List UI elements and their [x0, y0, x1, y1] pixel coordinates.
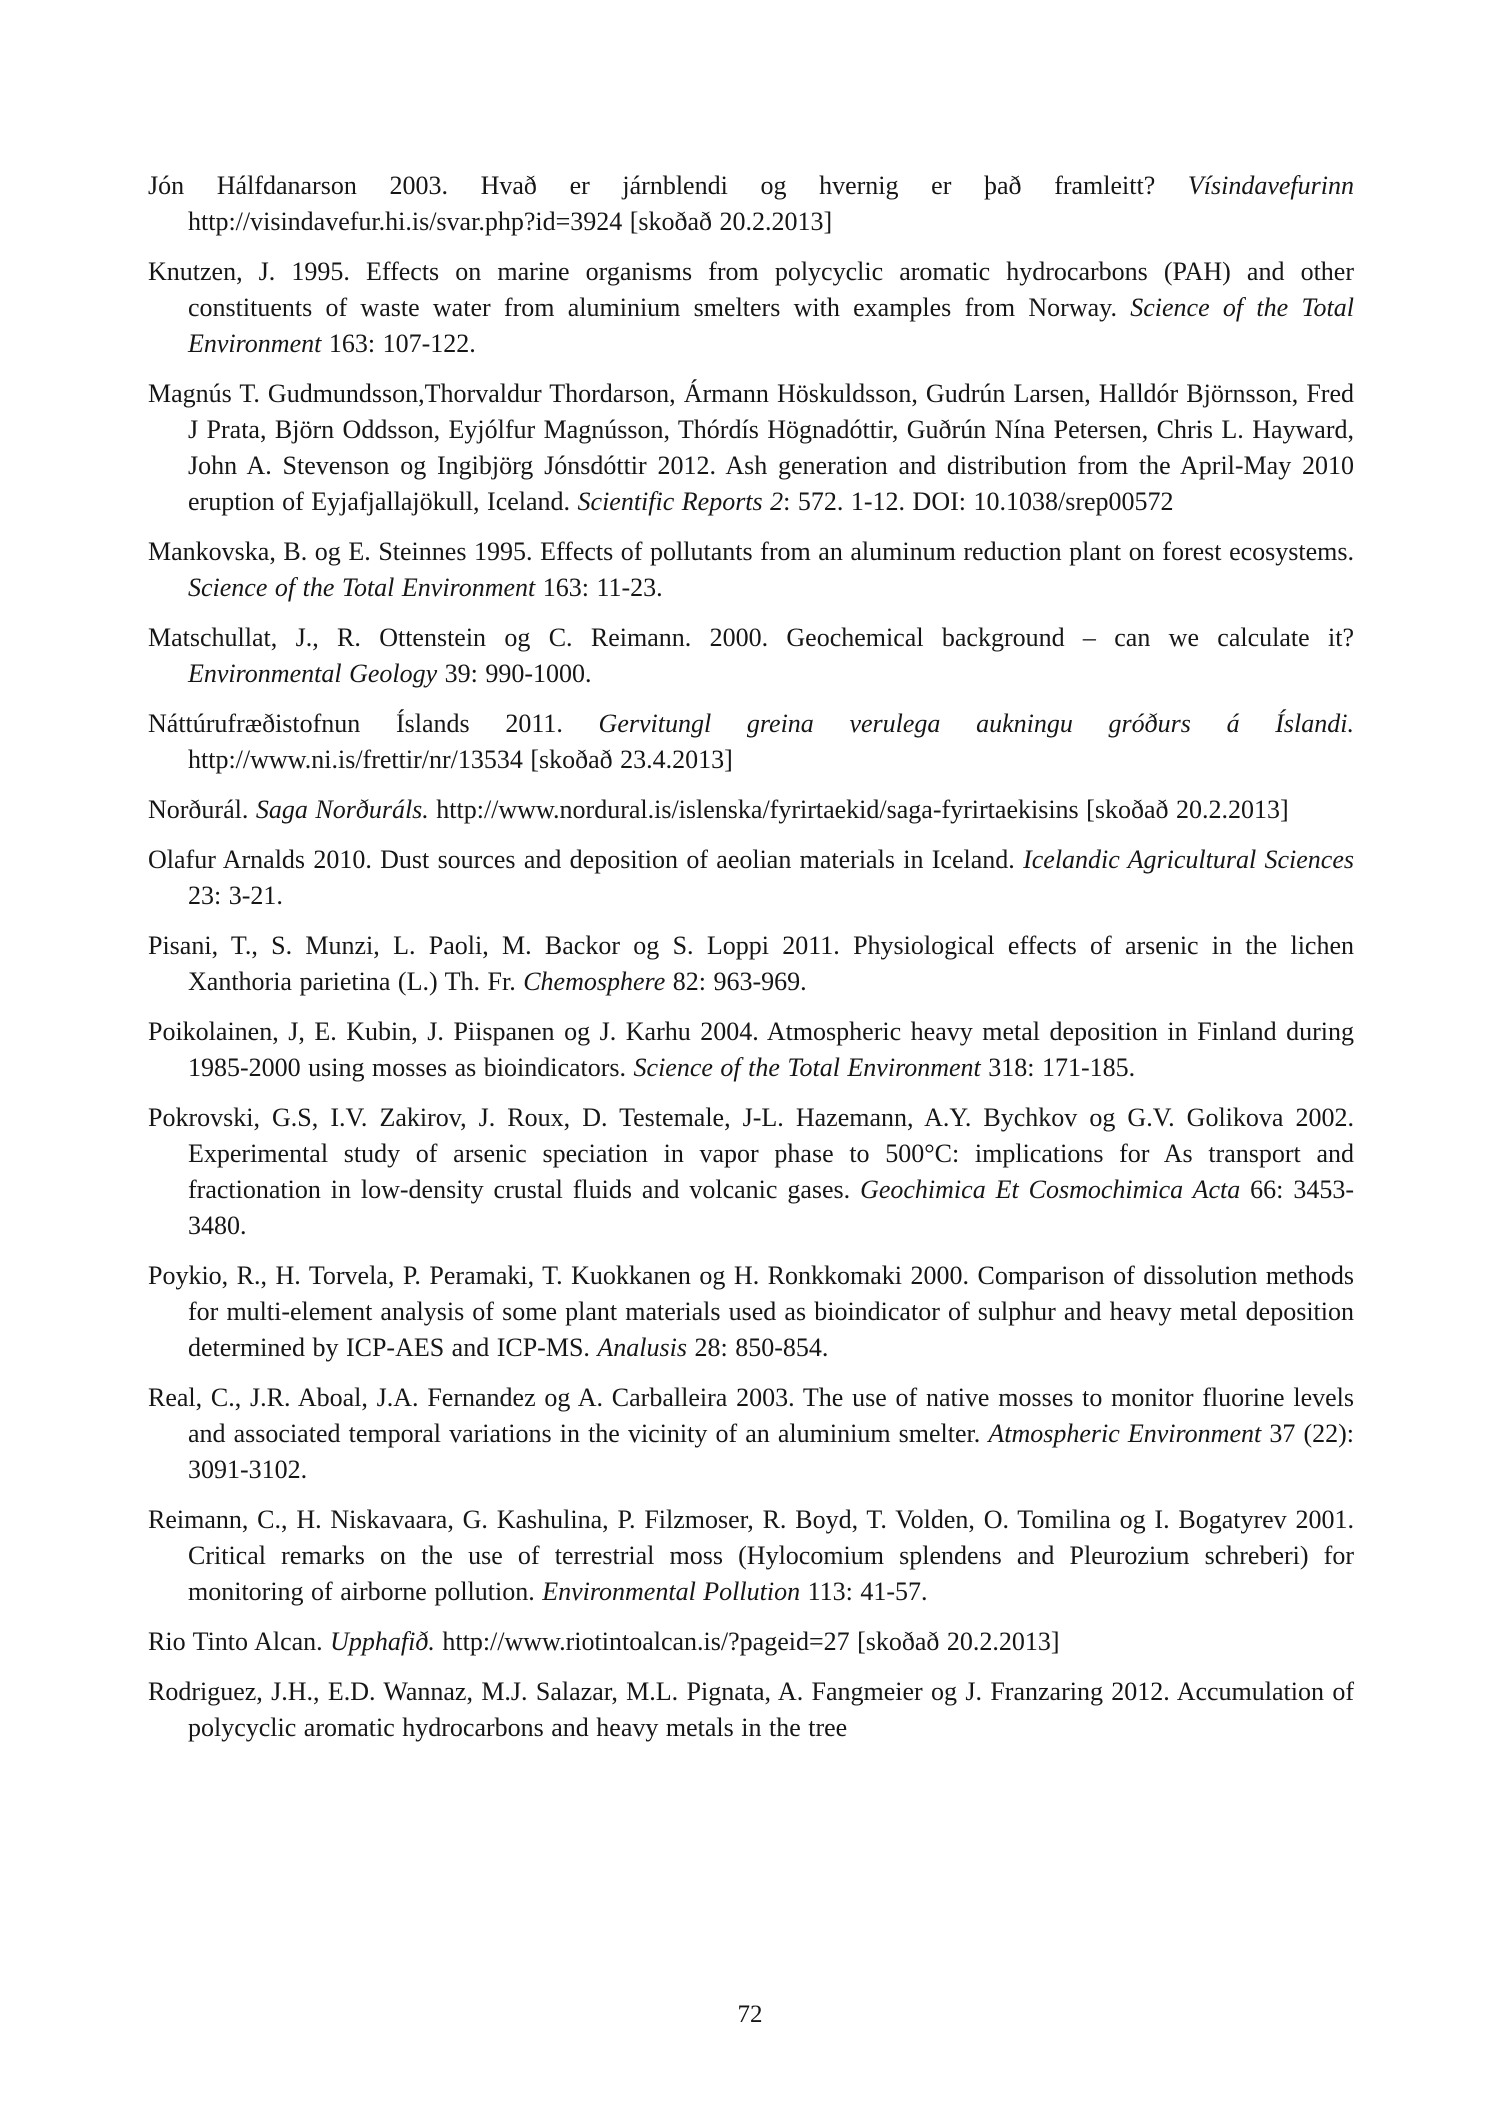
reference-italic-text: Environmental Pollution — [542, 1577, 801, 1606]
reference-text: 318: 171-185. — [980, 1053, 1136, 1082]
reference-text: 39: 990-1000. — [437, 659, 592, 688]
reference-text: Reimann, C., H. Niskavaara, G. Kashulina, P. Filzmoser, R. Boyd, T. Volden, O. Tomilina og I. Bogatyrev 2001. Critical remarks on the use of terrestrial moss (Hylocomium splendens and Pleurozium schreberi) for monitoring of airborne pollution. — [148, 1505, 1354, 1606]
reference-text: http://www.ni.is/frettir/nr/13534 [skoðað 23.4.2013] — [188, 745, 733, 774]
reference-text: Matschullat, J., R. Ottenstein og C. Reimann. 2000. Geochemical background – can we calculate it? — [148, 623, 1354, 652]
reference-entry — [148, 1014, 1354, 1086]
reference-entry — [148, 534, 1354, 606]
reference-entry — [148, 620, 1354, 692]
reference-italic-text: Saga Norðuráls. — [255, 795, 429, 824]
reference-text: 37 (22): 3091-3102. — [188, 1419, 1354, 1484]
reference-entry — [148, 928, 1354, 1000]
reference-italic-text: Vísindavefurinn — [1187, 171, 1354, 200]
reference-entry — [148, 1100, 1354, 1244]
reference-italic-text: Upphafið. — [330, 1627, 435, 1656]
reference-entry — [148, 1502, 1354, 1610]
reference-text: Olafur Arnalds 2010. Dust sources and deposition of aeolian materials in Iceland. — [148, 845, 1024, 874]
reference-text: Poikolainen, J, E. Kubin, J. Piispanen og J. Karhu 2004. Atmospheric heavy metal deposition in Finland during 1985-2000 using mosses as bioindicators. — [148, 1017, 1354, 1082]
reference-text: http://www.riotintoalcan.is/?pageid=27 [skoðað 20.2.2013] — [434, 1627, 1060, 1656]
reference-text: 23: 3-21. — [188, 881, 283, 910]
reference-italic-text: Science of the Total Environment — [188, 293, 1354, 358]
reference-entry — [148, 842, 1354, 914]
reference-text: Rio Tinto Alcan. — [148, 1627, 331, 1656]
reference-italic-text: Icelandic Agricultural Sciences — [1023, 845, 1354, 874]
reference-entry — [148, 1380, 1354, 1488]
reference-italic-text: Science of the Total Environment — [633, 1053, 981, 1082]
reference-text: Poykio, R., H. Torvela, P. Peramaki, T. Kuokkanen og H. Ronkkomaki 2000. Comparison of dissolution methods for multi-element analysis of some plant materials used as bioindicator of sulphur and heavy metal deposition determined by ICP-AES and ICP-MS. — [148, 1261, 1354, 1362]
reference-entry — [148, 168, 1354, 240]
reference-italic-text: Scientific Reports 2 — [577, 487, 784, 516]
reference-italic-text: Atmospheric Environment — [988, 1419, 1262, 1448]
reference-text: : 572. 1-12. DOI: 10.1038/srep00572 — [783, 487, 1174, 516]
reference-text: Knutzen, J. 1995. Effects on marine organisms from polycyclic aromatic hydrocarbons (PAH) and other constituents of waste water from aluminium smelters with examples from Norway. — [148, 257, 1354, 322]
reference-entry — [148, 1258, 1354, 1366]
reference-text: http://visindavefur.hi.is/svar.php?id=3924 [skoðað 20.2.2013] — [188, 207, 833, 236]
reference-text: 163: 107-122. — [321, 329, 476, 358]
reference-text: http://www.nordural.is/islenska/fyrirtaekid/saga-fyrirtaekisins [skoðað 20.2.2013] — [428, 795, 1289, 824]
page-number: 72 — [737, 2001, 763, 2028]
reference-text: 82: 963-969. — [665, 967, 807, 996]
reference-entry — [148, 792, 1354, 828]
reference-entry — [148, 1674, 1354, 1746]
reference-italic-text: Analusis — [597, 1333, 687, 1362]
reference-entry — [148, 376, 1354, 520]
reference-text: Náttúrufræðistofnun Íslands 2011. — [148, 709, 599, 738]
reference-text: 113: 41-57. — [800, 1577, 928, 1606]
reference-entry — [148, 706, 1354, 778]
references-list — [148, 168, 1354, 1760]
reference-text: Pisani, T., S. Munzi, L. Paoli, M. Backor og S. Loppi 2011. Physiological effects of arsenic in the lichen Xanthoria parietina (L.) Th. Fr. — [148, 931, 1354, 996]
reference-italic-text: Science of the Total Environment — [188, 573, 536, 602]
reference-text: Norðurál. — [148, 795, 256, 824]
reference-italic-text: Chemosphere — [523, 967, 666, 996]
reference-text: 28: 850-854. — [687, 1333, 829, 1362]
reference-text: 66: 3453-3480. — [188, 1175, 1354, 1240]
reference-text: Rodriguez, J.H., E.D. Wannaz, M.J. Salazar, M.L. Pignata, A. Fangmeier og J. Franzaring 2012. Accumulation of polycyclic aromatic hydrocarbons and heavy metals in the tree — [148, 1677, 1354, 1742]
reference-entry — [148, 1624, 1354, 1660]
reference-italic-text: Gervitungl greina verulega aukningu gróðurs á Íslandi. — [598, 709, 1354, 738]
reference-text: Jón Hálfdanarson 2003. Hvað er járnblendi og hvernig er það framleitt? — [148, 171, 1188, 200]
reference-italic-text: Geochimica Et Cosmochimica Acta — [860, 1175, 1241, 1204]
reference-text: Real, C., J.R. Aboal, J.A. Fernandez og A. Carballeira 2003. The use of native mosses to monitor fluorine levels and associated temporal variations in the vicinity of an aluminium smelter. — [148, 1383, 1354, 1448]
reference-text: Pokrovski, G.S, I.V. Zakirov, J. Roux, D. Testemale, J-L. Hazemann, A.Y. Bychkov og G.V. Golikova 2002. Experimental study of arsenic speciation in vapor phase to 500°C: implications for As transport and fractionation in low-density crustal fluids and volcanic gases. — [148, 1103, 1354, 1204]
reference-text: Mankovska, B. og E. Steinnes 1995. Effects of pollutants from an aluminum reduction plant on forest ecosystems. — [148, 537, 1354, 566]
reference-italic-text: Environmental Geology — [188, 659, 438, 688]
reference-text: Magnús T. Gudmundsson,Thorvaldur Thordarson, Ármann Höskuldsson, Gudrún Larsen, Halldór Björnsson, Fred J Prata, Björn Oddsson, Eyjólfur Magnússon, Thórdís Högnadóttir, Guðrún Nína Petersen, Chris L. Hayward, John A. Stevenson og Ingibjörg Jónsdóttir 2012. Ash generation and distribution from the April-May 2010 eruption of Eyjafjallajökull, Iceland. — [148, 379, 1354, 516]
reference-text: 163: 11-23. — [535, 573, 663, 602]
reference-entry — [148, 254, 1354, 362]
